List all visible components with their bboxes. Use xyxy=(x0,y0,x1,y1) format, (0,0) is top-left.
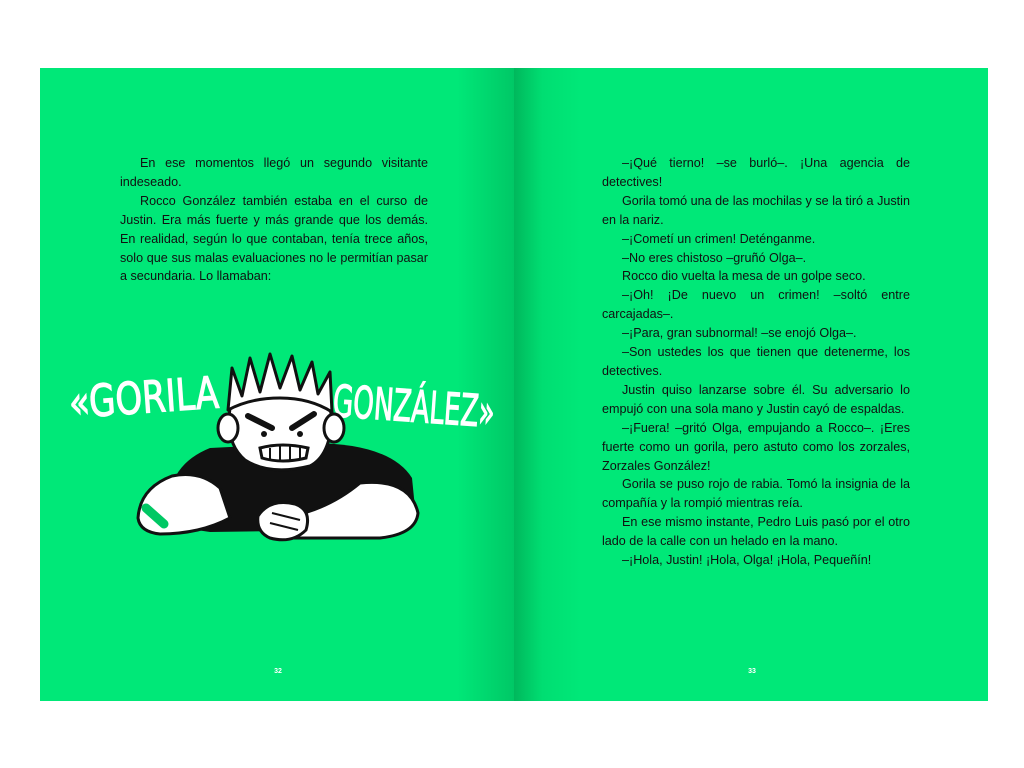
paragraph: Gorila tomó una de las mochilas y se la tiró a Justin en la nariz. xyxy=(602,193,910,227)
page-number: 33 xyxy=(748,668,756,675)
paragraph: –¡Hola, Justin! ¡Hola, Olga! ¡Hola, Pequeñín! xyxy=(622,553,872,568)
book-spread xyxy=(40,68,988,701)
paragraph: –¡Para, gran subnormal! –se enojó Olga–. xyxy=(622,326,857,341)
paragraph: –Son ustedes los que tienen que detenerme, los detectives. xyxy=(602,345,910,378)
paragraph: –¡Oh! ¡De nuevo un crimen! –soltó entre carcajadas–. xyxy=(602,288,910,322)
paragraph: En ese mismo instante, Pedro Luis pasó por el otro lado de la calle con un helado en la mano. xyxy=(602,515,910,549)
paragraph: –¡Qué tierno! –se burló–. ¡Una agencia de detectives! xyxy=(602,156,910,189)
page-number: 32 xyxy=(274,668,282,675)
paragraph: –No eres chistoso –gruñó Olga–. xyxy=(622,250,807,265)
illustration-title-right: GONZÁLEZ» xyxy=(331,376,606,446)
right-page xyxy=(514,68,988,701)
paragraph: –¡Cometí un crimen! Deténganme. xyxy=(622,231,816,246)
paragraph: Gorila se puso rojo de rabia. Tomó la insignia de la compañía y la rompió mientras reía. xyxy=(602,477,910,511)
illustration-title-left: «GORILA xyxy=(67,364,265,429)
paragraph: En ese momentos llegó un segundo visitante indeseado. xyxy=(120,156,428,189)
right-page-text xyxy=(602,154,910,570)
paragraph: Rocco dio vuelta la mesa de un golpe seco. xyxy=(622,269,866,284)
left-page xyxy=(40,68,606,701)
paragraph: –¡Fuera! –gritó Olga, empujando a Rocco–. ¡Eres fuerte como un gorila, pero astuto como los zorzales, Zorzales González! xyxy=(602,420,910,473)
gorila-illustration xyxy=(60,348,606,558)
paragraph: Justin quiso lanzarse sobre él. Su adversario lo empujó con una sola mano y Justin cayó de espaldas. xyxy=(602,382,910,416)
left-page-text xyxy=(120,154,428,286)
paragraph: Rocco González también estaba en el curso de Justin. Era más fuerte y más grande que los demás. En realidad, según lo que contaban, tenía trece años, solo que sus malas evaluaciones no le permitían pasar a secundaria. Lo llamaban: xyxy=(120,193,428,284)
